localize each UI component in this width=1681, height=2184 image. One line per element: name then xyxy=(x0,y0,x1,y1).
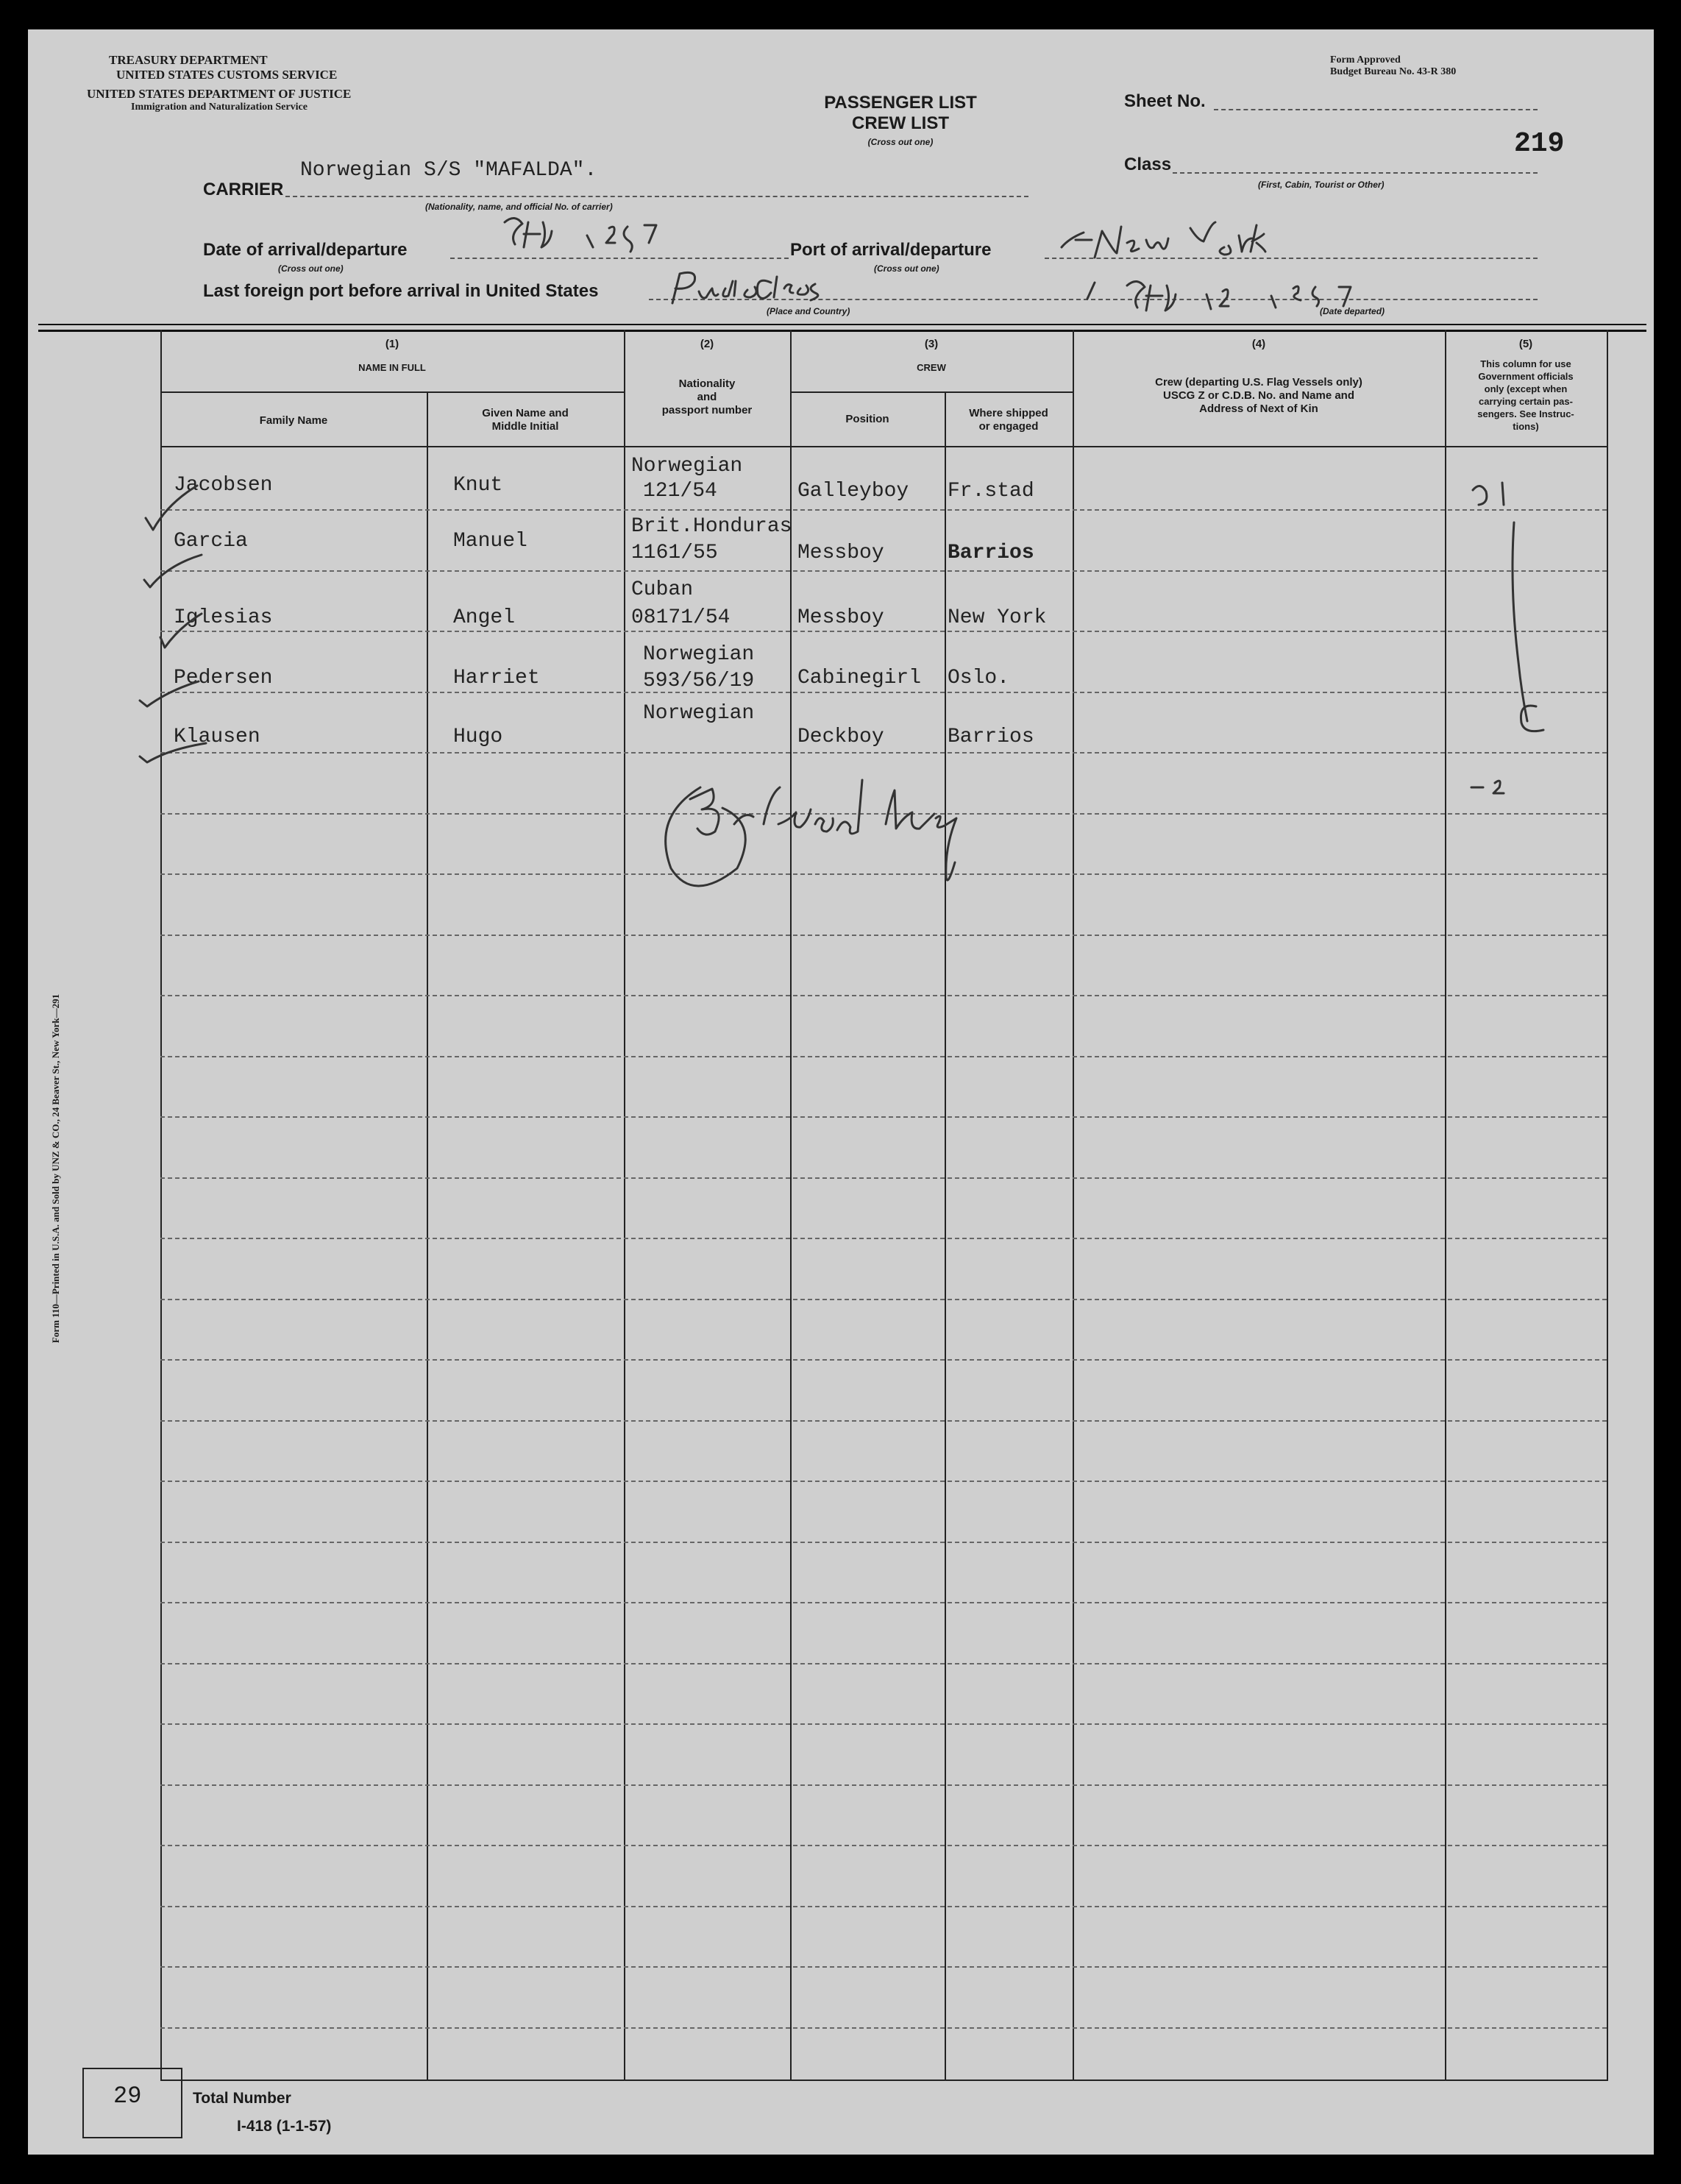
given-name: Manuel xyxy=(453,530,527,553)
signature xyxy=(666,780,956,886)
col5-line3: only (except when xyxy=(1484,383,1568,394)
col3-title: CREW xyxy=(917,362,946,373)
row-rule xyxy=(160,935,1607,936)
nationality: Cuban xyxy=(631,578,694,601)
shipped-at: Oslo. xyxy=(948,667,1010,689)
row-rule xyxy=(160,1966,1607,1968)
approval-line-1: Form Approved xyxy=(1330,54,1401,65)
row-rule xyxy=(160,1542,1607,1543)
col-given-line2: Middle Initial xyxy=(491,420,559,433)
port-arrival-note: (Cross out one) xyxy=(874,263,939,274)
passport-number: 1161/55 xyxy=(631,542,718,564)
passport-number: 08171/54 xyxy=(631,606,731,629)
col2-line1: Nationality xyxy=(678,377,736,390)
shipped-at: Barrios xyxy=(948,542,1034,564)
col1-title: NAME IN FULL xyxy=(358,362,426,373)
nationality: Norwegian xyxy=(631,455,743,478)
nationality: Norwegian xyxy=(643,643,755,666)
col5-number: (5) xyxy=(1518,338,1533,350)
row-rule xyxy=(160,995,1607,996)
col-family-name: Family Name xyxy=(259,414,328,427)
col2-line2: and xyxy=(697,391,717,403)
total-box xyxy=(82,2068,182,2138)
col-given-line1: Given Name and xyxy=(482,407,569,419)
col4-number: (4) xyxy=(1251,338,1266,350)
nationality: Brit.Honduras xyxy=(631,515,792,538)
total-label: Total Number xyxy=(193,2090,291,2107)
form-sheet xyxy=(28,29,1654,2155)
row-rule xyxy=(160,1784,1607,1786)
family-name: Klausen xyxy=(174,726,260,748)
position: Deckboy xyxy=(797,726,884,748)
row-rule xyxy=(160,2027,1607,2029)
agency-line-1: TREASURY DEPARTMENT xyxy=(109,53,268,67)
row-rule xyxy=(160,1906,1607,1907)
check-marks xyxy=(140,486,206,762)
given-name: Hugo xyxy=(453,726,503,748)
handwritten-table-marks xyxy=(28,442,1654,912)
shipped-at: Barrios xyxy=(948,726,1034,748)
row-rule xyxy=(160,1663,1607,1664)
col5-line4: carrying certain pas- xyxy=(1479,396,1573,407)
row-rule xyxy=(160,1299,1607,1300)
shipped-at: Fr.stad xyxy=(948,480,1034,503)
column5-marks xyxy=(1471,483,1543,793)
date-departed-note: (Date departed) xyxy=(1320,306,1385,316)
handwritten-port-arrival xyxy=(1062,222,1265,258)
row-rule xyxy=(160,1116,1607,1118)
col5-line6: tions) xyxy=(1513,421,1539,432)
side-print: Form 110—Printed in U.S.A. and Sold by UNZ & CO., 24 Beaver St., New York—291 xyxy=(50,993,61,1344)
carrier-note: (Nationality, name, and official No. of carrier) xyxy=(425,202,613,212)
nationality: Norwegian xyxy=(643,702,755,725)
agency-line-4: Immigration and Naturalization Service xyxy=(131,102,308,113)
row-rule xyxy=(160,1056,1607,1057)
sheet-no-label: Sheet No. xyxy=(1124,91,1206,111)
row-rule xyxy=(160,1723,1607,1725)
col-where-line2: or engaged xyxy=(978,420,1039,433)
date-arrival-note: (Cross out one) xyxy=(278,263,344,274)
position: Galleyboy xyxy=(797,480,909,503)
handwritten-last-port xyxy=(672,272,818,303)
total-value: 29 xyxy=(113,2082,142,2110)
agency-line-2: UNITED STATES CUSTOMS SERVICE xyxy=(116,68,338,82)
col2-number: (2) xyxy=(700,338,714,350)
passport-number: 593/56/19 xyxy=(643,670,755,692)
last-port-label: Last foreign port before arrival in United States xyxy=(203,281,599,301)
col4-line2: USCG Z or C.D.B. No. and Name and xyxy=(1162,389,1355,402)
handwritten-date-departed xyxy=(1087,281,1351,311)
form-code: I-418 (1-1-57) xyxy=(237,2118,332,2135)
handwritten-date-arrival xyxy=(505,218,656,252)
row-rule xyxy=(160,1481,1607,1482)
class-note: (First, Cabin, Tourist or Other) xyxy=(1258,180,1385,190)
row-rule xyxy=(160,1238,1607,1239)
family-name: Jacobsen xyxy=(174,474,273,497)
title-passenger-list: PASSENGER LIST xyxy=(824,93,977,113)
family-name: Garcia xyxy=(174,530,248,553)
carrier-label: CARRIER xyxy=(203,180,284,199)
given-name: Knut xyxy=(453,474,503,497)
title-crew-list: CREW LIST xyxy=(852,113,949,133)
row-rule xyxy=(160,1845,1607,1846)
shipped-at: New York xyxy=(948,606,1047,629)
given-name: Harriet xyxy=(453,667,540,689)
sheet-number: 219 xyxy=(1514,128,1565,160)
approval-line-2: Budget Bureau No. 43-R 380 xyxy=(1330,66,1457,77)
col5-line5: sengers. See Instruc- xyxy=(1477,408,1574,419)
col4-line3: Address of Next of Kin xyxy=(1199,403,1318,415)
position: Messboy xyxy=(797,542,884,564)
row-rule xyxy=(160,1359,1607,1361)
family-name: Pedersen xyxy=(174,667,273,689)
col5-line1: This column for use xyxy=(1480,358,1571,369)
col1-number: (1) xyxy=(385,338,399,350)
col5-line2: Government officials xyxy=(1478,371,1574,382)
col-where-line1: Where shipped xyxy=(969,407,1048,419)
handwritten-header-entries xyxy=(28,29,1654,338)
given-name: Angel xyxy=(453,606,516,629)
family-name: Iglesias xyxy=(174,606,273,629)
row-rule xyxy=(160,1420,1607,1422)
col4-line1: Crew (departing U.S. Flag Vessels only) xyxy=(1155,376,1362,389)
col2-line3: passport number xyxy=(661,404,753,416)
carrier-value: Norwegian S/S "MAFALDA". xyxy=(300,159,597,182)
class-label: Class xyxy=(1124,155,1172,174)
position: Messboy xyxy=(797,606,884,629)
position: Cabinegirl xyxy=(797,667,922,689)
col-position: Position xyxy=(845,413,889,425)
place-note: (Place and Country) xyxy=(767,306,850,316)
port-arrival-label: Port of arrival/departure xyxy=(790,240,992,260)
row-rule xyxy=(160,1177,1607,1179)
passport-number: 121/54 xyxy=(643,480,717,503)
agency-line-3: UNITED STATES DEPARTMENT OF JUSTICE xyxy=(87,87,352,101)
date-arrival-label: Date of arrival/departure xyxy=(203,240,408,260)
title-note: (Cross out one) xyxy=(867,137,934,147)
col3-number: (3) xyxy=(924,338,939,350)
row-rule xyxy=(160,1602,1607,1603)
